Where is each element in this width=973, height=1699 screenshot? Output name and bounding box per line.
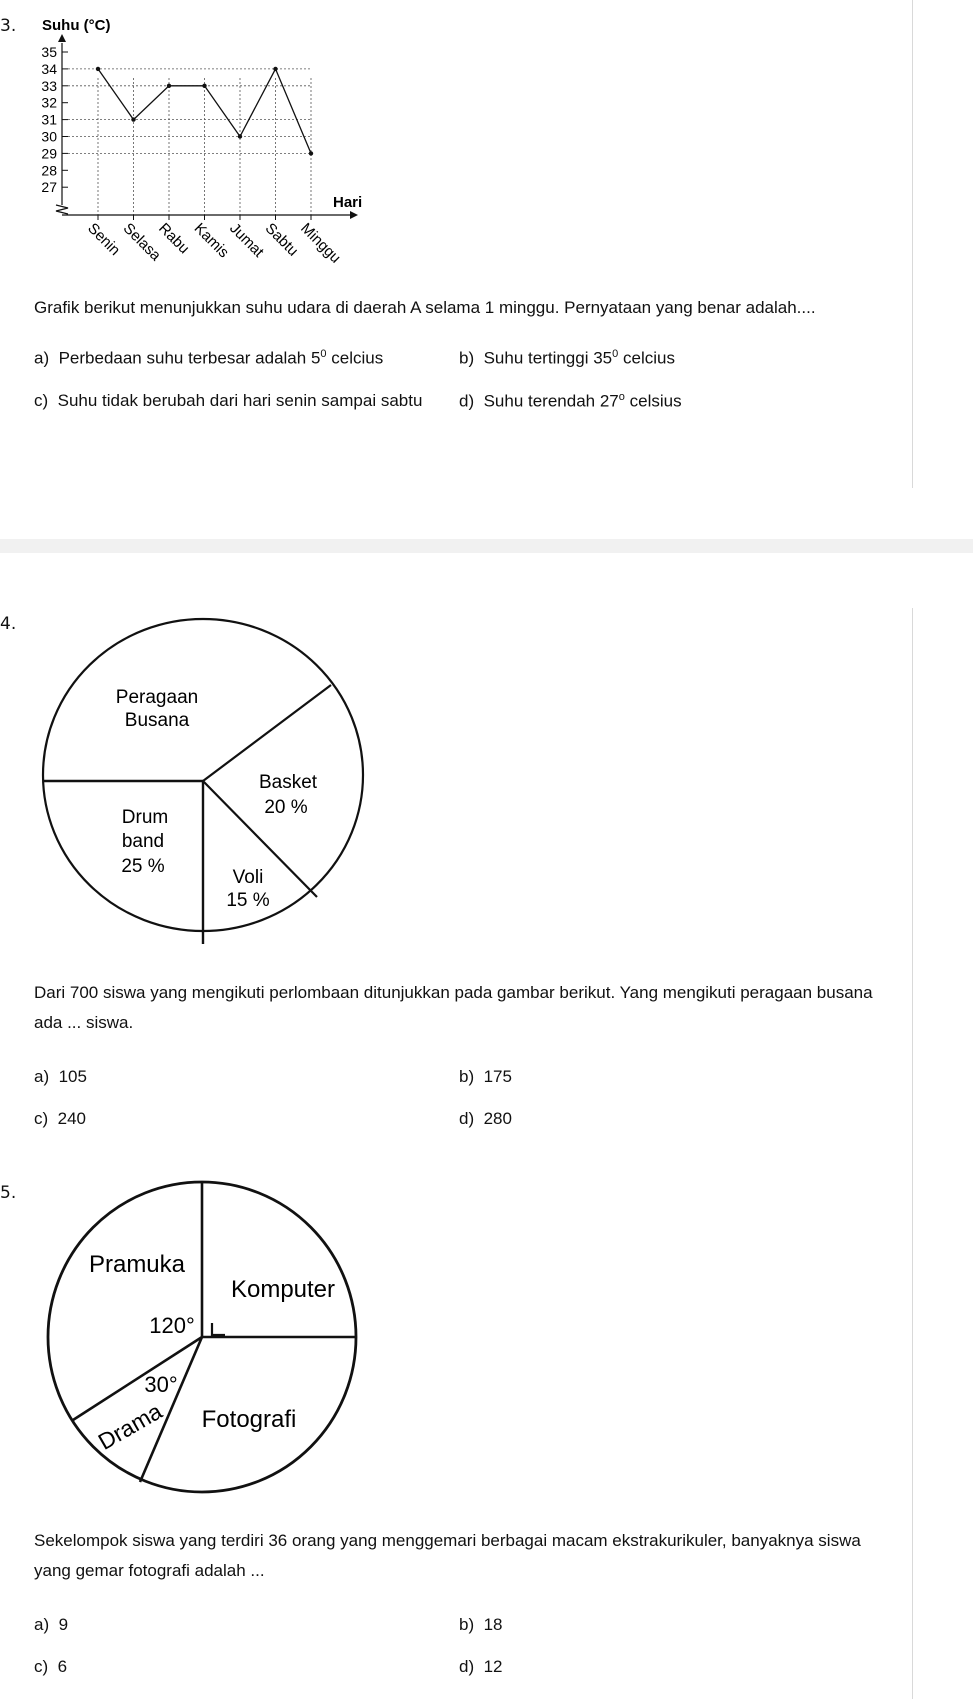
- q3-x-label-kamis: Kamis: [190, 219, 233, 262]
- q5-option-c-text: 6: [57, 1657, 68, 1676]
- right-border-line-bottom: [912, 608, 913, 1699]
- q3-point-minggu: [309, 151, 313, 155]
- q3-option-c-letter: c): [34, 391, 49, 410]
- q3-y-tick-label: 35: [41, 44, 57, 60]
- q3-y-tick-label: 31: [41, 111, 57, 128]
- q3-option-c-text: Suhu tidak berubah dari hari senin sampai sabtu: [57, 391, 423, 410]
- q3-point-rabu: [167, 84, 171, 88]
- q5-option-d-letter: d): [459, 1657, 475, 1676]
- q4-number: 4.: [0, 614, 17, 634]
- q4-option-a-letter: a): [34, 1067, 50, 1086]
- q3-question: Grafik berikut menunjukkan suhu udara di daerah A selama 1 minggu. Pernyataan yang benar adalah....: [34, 298, 816, 317]
- q4-slice-drum-value: 25 %: [121, 856, 165, 877]
- section-divider: [0, 539, 973, 553]
- q4-option-a-text: 105: [58, 1067, 87, 1086]
- q4-divider-upper-right: [203, 685, 331, 781]
- q3-axes: [56, 34, 358, 219]
- q5-slice-komputer-label: Komputer: [230, 1276, 336, 1303]
- q3-point-jumat: [238, 134, 242, 138]
- q4-option-b-letter: b): [459, 1067, 475, 1086]
- q3-y-axis-arrow: [58, 34, 66, 42]
- q5-option-c[interactable]: [34, 1657, 67, 1677]
- q5-slice-pramuka-label: Pramuka: [88, 1251, 186, 1278]
- q3-gridlines: [68, 69, 311, 215]
- q3-y-axis-label: Suhu (°C): [42, 17, 111, 34]
- q3-number: 3.: [0, 16, 17, 36]
- q3-option-a[interactable]: [34, 348, 383, 369]
- q3-option-d-text: Suhu terendah: [483, 391, 600, 411]
- q3-option-b-base: 35: [593, 348, 613, 368]
- q3-y-tick-label: 30: [41, 128, 57, 145]
- q4-option-c[interactable]: [34, 1109, 86, 1129]
- q4-slice-drum-label-2: band: [121, 831, 165, 852]
- q5-option-a-letter: a): [34, 1615, 50, 1634]
- q5-slice-drama-label: Drama: [93, 1397, 167, 1455]
- q3-option-a-base: 5: [310, 348, 321, 368]
- q3-option-c[interactable]: [34, 391, 422, 411]
- q3-y-tick-label: 27: [41, 179, 57, 196]
- q3-y-tick-label: 28: [41, 162, 57, 179]
- q4-option-a[interactable]: [34, 1067, 87, 1087]
- q3-line-chart: [0, 0, 380, 270]
- q3-option-d-base: 27: [599, 391, 619, 411]
- q3-point-senin: [96, 67, 100, 71]
- q3-option-a-letter: a): [34, 348, 50, 368]
- q4-pie-chart: [0, 600, 380, 960]
- q5-option-c-letter: c): [34, 1657, 49, 1676]
- q3-option-a-unit: celcius: [326, 348, 384, 368]
- q4-option-c-letter: c): [34, 1109, 49, 1128]
- q3-option-d-letter: d): [459, 391, 475, 411]
- q3-x-ticks: [98, 215, 311, 220]
- q4-option-b[interactable]: [459, 1067, 512, 1087]
- q3-axis-break: [56, 205, 68, 214]
- q4-option-d[interactable]: [459, 1109, 512, 1129]
- q3-point-sabtu: [273, 67, 277, 71]
- q3-option-a-sup: 0: [320, 348, 327, 360]
- q4-slice-peragaan-label-1: Peragaan: [115, 687, 199, 708]
- q3-x-label-selasa: Selasa: [119, 219, 165, 265]
- q3-option-b-sup: 0: [612, 348, 619, 360]
- q5-option-d-text: 12: [483, 1657, 503, 1676]
- q5-option-b[interactable]: [459, 1615, 503, 1635]
- q3-y-tick-label: 29: [41, 145, 57, 162]
- q5-right-angle-mark: [212, 1323, 225, 1337]
- q4-slice-voli-label: Voli: [232, 867, 264, 888]
- q3-y-tick-label: 32: [41, 94, 57, 111]
- q5-number: 5.: [0, 1183, 17, 1203]
- q5-option-d[interactable]: [459, 1657, 503, 1677]
- q3-point-selasa: [131, 117, 135, 121]
- q3-option-d-sup: o: [618, 391, 625, 403]
- q4-option-b-text: 175: [483, 1067, 512, 1086]
- q3-option-a-text: Perbedaan suhu terbesar adalah: [58, 348, 311, 368]
- q4-slice-drum-label-1: Drum: [121, 807, 169, 828]
- q4-option-d-text: 280: [483, 1109, 512, 1128]
- q5-option-b-text: 18: [483, 1615, 503, 1634]
- q5-slice-drama-angle: 30°: [144, 1372, 178, 1397]
- q3-option-b-text: Suhu tertinggi: [483, 348, 594, 368]
- q5-option-b-letter: b): [459, 1615, 475, 1634]
- q3-y-ticks: [41, 44, 68, 195]
- q3-x-label-senin: Senin: [84, 219, 124, 259]
- q3-x-label-minggu: Minggu: [297, 219, 344, 267]
- q3-option-b-letter: b): [459, 348, 475, 368]
- q3-x-axis-arrow: [350, 211, 358, 219]
- q3-option-b-unit: celcius: [618, 348, 675, 368]
- q3-x-label-rabu: Rabu: [155, 219, 193, 258]
- q3-y-tick-label: 33: [41, 77, 57, 94]
- q5-option-a[interactable]: [34, 1615, 68, 1635]
- q4-slice-basket-value: 20 %: [264, 797, 308, 818]
- q3-x-axis-label: Hari: [333, 194, 363, 211]
- right-border-line-top: [912, 0, 913, 488]
- q5-slice-pramuka-angle: 120°: [149, 1313, 195, 1338]
- q3-x-label-jumat: Jumat: [226, 219, 268, 261]
- q4-slice-basket-label: Basket: [258, 772, 318, 793]
- q5-question: Sekelompok siswa yang terdiri 36 orang yang menggemari berbagai macam ekstrakurikuler, banyaknya siswa yang gemar fotografi adalah ...: [34, 1531, 861, 1580]
- q4-question: Dari 700 siswa yang mengikuti perlombaan ditunjukkan pada gambar berikut. Yang mengikuti peragaan busana ada ... siswa.: [34, 983, 873, 1032]
- q4-slice-voli-value: 15 %: [226, 890, 270, 911]
- q5-pie-chart: [0, 1170, 380, 1500]
- q3-option-d[interactable]: [459, 391, 682, 412]
- q5-option-a-text: 9: [58, 1615, 69, 1634]
- q3-option-d-unit: celsius: [624, 391, 682, 411]
- q3-point-kamis: [202, 84, 206, 88]
- q4-option-d-letter: d): [459, 1109, 475, 1128]
- q4-option-c-text: 240: [57, 1109, 86, 1128]
- q5-slice-fotografi-label: Fotografi: [201, 1406, 297, 1433]
- q3-y-tick-label: 34: [41, 60, 57, 77]
- q3-x-label-sabtu: Sabtu: [261, 219, 302, 260]
- q3-option-b[interactable]: [459, 348, 675, 369]
- q3-x-labels: [84, 220, 344, 267]
- q4-slice-peragaan-label-2: Busana: [124, 710, 190, 731]
